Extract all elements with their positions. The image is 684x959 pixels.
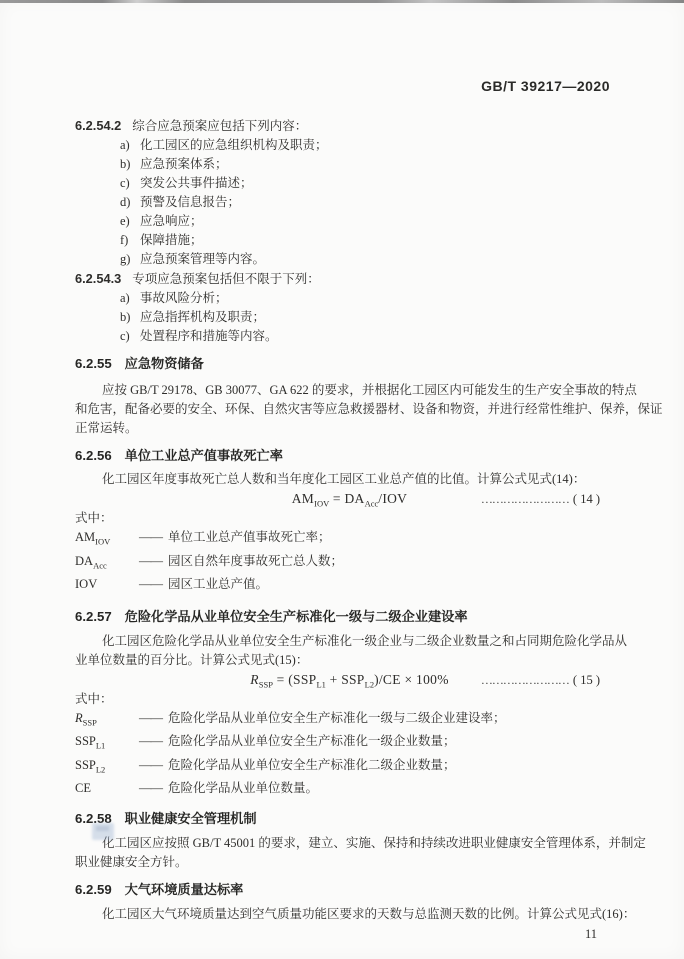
paragraph-line: 职业健康安全方针。 bbox=[75, 854, 188, 869]
section-title: 应急物资储备 bbox=[124, 356, 204, 371]
definition-dash: —— bbox=[139, 577, 162, 591]
clause-title: 综合应急预案应包括下列内容： bbox=[132, 119, 308, 133]
definition-text: 危险化学品从业单位安全生产标准化一级企业数量； bbox=[168, 734, 456, 748]
formula-subscript: L1 bbox=[316, 679, 326, 690]
list-text: 保障措施； bbox=[140, 233, 203, 247]
list-text: 应急预案体系； bbox=[140, 157, 228, 171]
equation-14 bbox=[75, 489, 624, 509]
list-text: 应急响应； bbox=[140, 214, 203, 228]
definition-text: 园区自然年度事故死亡总人数； bbox=[168, 553, 344, 568]
formula-subscript: IOV bbox=[314, 498, 330, 509]
formula-var: = (SSP bbox=[272, 671, 317, 687]
term-symbol: DA bbox=[75, 553, 94, 568]
list-item bbox=[75, 250, 624, 269]
list-item bbox=[75, 308, 624, 327]
paragraph bbox=[75, 834, 646, 872]
formula-subscript: Acc bbox=[364, 498, 379, 509]
list-item bbox=[75, 231, 624, 250]
formula-expression bbox=[292, 489, 407, 514]
formula-expression bbox=[250, 670, 448, 695]
paragraph-line: 化工园区危险化学品从业单位安全生产标准化一级企业与二级企业数量之和占同期危险化学品从 bbox=[102, 633, 628, 648]
definition-row bbox=[75, 732, 624, 756]
section-number: 6.2.56 bbox=[75, 448, 112, 463]
where-label: 式中： bbox=[75, 511, 113, 525]
list-item bbox=[75, 136, 624, 155]
definition-dash: —— bbox=[139, 781, 162, 795]
definition-text: 危险化学品从业单位安全生产标准化一级与二级企业建设率； bbox=[168, 710, 506, 725]
list-letter: a) bbox=[120, 138, 130, 152]
paragraph bbox=[75, 632, 628, 670]
equation-leader bbox=[481, 489, 600, 509]
list-item bbox=[75, 155, 624, 174]
formula-var: R bbox=[250, 671, 259, 687]
list-letter: f) bbox=[120, 233, 129, 247]
term-symbol: CE bbox=[75, 781, 91, 795]
term-subscript: Acc bbox=[93, 560, 107, 570]
section-number: 6.2.58 bbox=[75, 810, 112, 826]
definition-term bbox=[75, 552, 139, 576]
list-letter: c) bbox=[120, 176, 130, 190]
section-title: 大气环境质量达标率 bbox=[124, 881, 244, 897]
paragraph-line: 化工园区应按照 GB/T 45001 的要求，建立、实施、保持和持续改进职业健康安全管理体系，并制定 bbox=[102, 835, 646, 850]
clause-number: 6.2.54.3 bbox=[75, 271, 122, 286]
formula-var: = DA bbox=[329, 491, 365, 506]
where-label: 式中： bbox=[75, 691, 113, 706]
watermark-stamp bbox=[92, 823, 114, 840]
definition-dash: —— bbox=[139, 553, 162, 568]
definition-text: 园区工业总产值。 bbox=[168, 577, 269, 591]
section-number: 6.2.57 bbox=[75, 608, 112, 624]
equation-leader bbox=[481, 670, 600, 690]
list-letter: g) bbox=[120, 252, 131, 266]
formula-var: + SSP bbox=[325, 671, 365, 687]
clause-6-2-54-2 bbox=[75, 116, 624, 136]
clause-number: 6.2.54.2 bbox=[75, 118, 122, 133]
term-symbol: AM bbox=[75, 530, 96, 544]
list-item bbox=[75, 174, 624, 193]
list-letter: b) bbox=[120, 157, 131, 171]
section-title: 单位工业总产值事故死亡率 bbox=[124, 448, 283, 463]
definition-dash: —— bbox=[139, 757, 162, 772]
paragraph-line: 和危害，配备必要的安全、环保、自然灾害等应急救援器材、设备和物资，并进行经常性维护、保养，保证 bbox=[75, 402, 663, 416]
definition-text: 危险化学品从业单位安全生产标准化二级企业数量； bbox=[168, 757, 456, 772]
definition-term bbox=[75, 709, 139, 733]
definition-row bbox=[75, 779, 624, 803]
leader-dots: …………………… bbox=[480, 492, 569, 506]
list-text: 处置程序和措施等内容。 bbox=[140, 329, 278, 343]
list-item bbox=[75, 289, 624, 308]
list-letter: c) bbox=[120, 329, 130, 343]
definition-row bbox=[75, 552, 624, 576]
list-letter: a) bbox=[120, 291, 130, 305]
page-number: 11 bbox=[584, 926, 597, 941]
definition-term bbox=[75, 528, 139, 552]
section-title: 职业健康安全管理机制 bbox=[124, 810, 257, 826]
list-letter: d) bbox=[120, 195, 131, 209]
formula-subscript: L2 bbox=[364, 679, 375, 690]
definition-dash: —— bbox=[139, 734, 162, 748]
formula-var: )/CE × 100% bbox=[374, 671, 449, 687]
paragraph-line: 化工园区年度事故死亡总人数和当年度化工园区工业总产值的比值。计算公式见式(14)： bbox=[102, 472, 586, 486]
equation-number: ( 15 ) bbox=[572, 672, 600, 687]
section-heading-6-2-59 bbox=[75, 880, 624, 899]
paragraph-line: 正常运转。 bbox=[75, 421, 138, 435]
paragraph bbox=[75, 470, 624, 489]
formula-subscript: SSP bbox=[258, 679, 273, 690]
section-number: 6.2.59 bbox=[75, 881, 112, 897]
definition-term bbox=[75, 779, 139, 803]
term-subscript: IOV bbox=[95, 536, 111, 547]
term-symbol: IOV bbox=[75, 577, 98, 591]
paragraph-line: 化工园区大气环境质量达到空气质量功能区要求的天数与总监测天数的比例。计算公式见式(16)： bbox=[102, 906, 636, 921]
term-symbol: R bbox=[75, 710, 83, 725]
scan-edge-top bbox=[0, 0, 684, 3]
section-number: 6.2.55 bbox=[75, 356, 112, 371]
definition-term bbox=[75, 732, 139, 756]
definition-dash: —— bbox=[139, 710, 162, 725]
list-text: 事故风险分析； bbox=[140, 291, 228, 305]
formula-var: AM bbox=[291, 491, 315, 506]
term-subscript: SSP bbox=[82, 717, 97, 727]
definition-text: 危险化学品从业单位数量。 bbox=[168, 781, 319, 795]
term-symbol: SSP bbox=[75, 734, 96, 748]
clause-6-2-54-3 bbox=[75, 269, 624, 289]
leader-dots: …………………… bbox=[480, 672, 569, 687]
doc-standard-number: GB/T 39217—2020 bbox=[481, 78, 610, 94]
section-heading-6-2-55 bbox=[75, 354, 624, 373]
list-item bbox=[75, 193, 624, 212]
list-text: 突发公共事件描述； bbox=[140, 176, 253, 190]
paragraph bbox=[75, 905, 636, 924]
definition-term bbox=[75, 575, 139, 599]
list-item bbox=[75, 212, 624, 231]
term-subscript: L1 bbox=[95, 740, 106, 751]
definition-term bbox=[75, 756, 139, 780]
definition-row bbox=[75, 575, 624, 599]
list-item bbox=[75, 327, 624, 346]
definition-text: 单位工业总产值事故死亡率； bbox=[168, 530, 331, 544]
definition-row bbox=[75, 709, 624, 733]
list-text: 应急指挥机构及职责； bbox=[140, 310, 266, 324]
term-symbol: SSP bbox=[75, 757, 96, 772]
list-text: 化工园区的应急组织机构及职责； bbox=[140, 138, 328, 152]
definition-row bbox=[75, 756, 624, 780]
paragraph-line: 应按 GB/T 29178、GB 30077、GA 622 的要求，并根据化工园区内可能发生的生产安全事故的特点 bbox=[102, 383, 637, 397]
section-heading-6-2-57 bbox=[75, 607, 624, 626]
definition-dash: —— bbox=[139, 530, 162, 544]
list-text: 预警及信息报告； bbox=[140, 195, 241, 209]
list-text: 应急预案管理等内容。 bbox=[140, 252, 266, 266]
list-letter: e) bbox=[120, 214, 130, 228]
equation-number: ( 14 ) bbox=[572, 492, 600, 506]
section-heading-6-2-56 bbox=[75, 446, 624, 465]
formula-var: /IOV bbox=[378, 491, 408, 506]
clause-title: 专项应急预案包括但不限于下列： bbox=[132, 272, 320, 286]
definition-row bbox=[75, 528, 624, 552]
equation-15 bbox=[75, 670, 624, 690]
list-letter: b) bbox=[120, 310, 131, 324]
paragraph-line: 业单位数量的百分比。计算公式见式(15)： bbox=[75, 652, 309, 667]
section-heading-6-2-58 bbox=[75, 809, 624, 828]
term-subscript: L2 bbox=[95, 764, 106, 774]
paragraph bbox=[75, 381, 663, 438]
section-title: 危险化学品从业单位安全生产标准化一级与二级企业建设率 bbox=[124, 608, 468, 624]
